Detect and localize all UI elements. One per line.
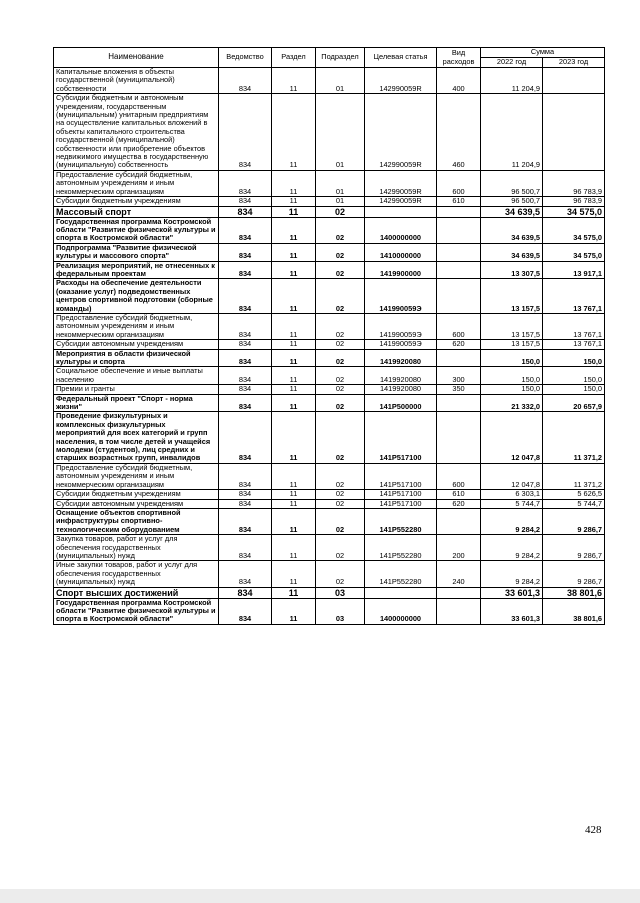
cell-sum-2023: 150,0 xyxy=(543,367,605,385)
cell-subsection: 02 xyxy=(316,508,365,534)
cell-kind xyxy=(437,598,481,624)
cell-name: Иные закупки товаров, работ и услуг для обеспечения государственных (муниципальных) нужд xyxy=(54,561,219,587)
cell-dept: 834 xyxy=(219,170,272,196)
cell-kind: 610 xyxy=(437,197,481,206)
cell-sum-2022: 9 284,2 xyxy=(481,535,543,561)
cell-section: 11 xyxy=(272,197,316,206)
cell-sum-2023: 96 783,9 xyxy=(543,170,605,196)
cell-name: Премии и гранты xyxy=(54,385,219,394)
table-row xyxy=(54,349,605,367)
cell-subsection: 02 xyxy=(316,535,365,561)
cell-name: Федеральный проект "Спорт - норма жизни" xyxy=(54,394,219,412)
cell-sum-2023: 34 575,0 xyxy=(543,217,605,243)
table-row xyxy=(54,279,605,314)
cell-sum-2023: 13 767,1 xyxy=(543,279,605,314)
cell-subsection: 01 xyxy=(316,197,365,206)
cell-dept: 834 xyxy=(219,313,272,339)
cell-sum-2022: 34 639,5 xyxy=(481,217,543,243)
cell-kind xyxy=(437,217,481,243)
header-section: Раздел xyxy=(272,48,316,68)
cell-name: Капитальные вложения в объекты государственной (муниципальной) собственности xyxy=(54,68,219,94)
cell-dept: 834 xyxy=(219,94,272,171)
cell-sum-2022: 9 284,2 xyxy=(481,508,543,534)
bottom-scan-strip xyxy=(0,889,640,903)
cell-kind xyxy=(437,508,481,534)
table-body xyxy=(54,68,605,625)
cell-dept: 834 xyxy=(219,587,272,598)
cell-sum-2022: 96 500,7 xyxy=(481,197,543,206)
cell-target: 141990059Э xyxy=(365,279,437,314)
cell-name: Субсидии бюджетным учреждениям xyxy=(54,490,219,499)
cell-subsection: 01 xyxy=(316,170,365,196)
cell-dept: 834 xyxy=(219,598,272,624)
cell-dept: 834 xyxy=(219,279,272,314)
cell-subsection: 02 xyxy=(316,394,365,412)
cell-subsection: 02 xyxy=(316,313,365,339)
cell-name: Спорт высших достижений xyxy=(54,587,219,598)
cell-sum-2022: 12 047,8 xyxy=(481,412,543,463)
cell-kind: 300 xyxy=(437,367,481,385)
cell-target: 1419920080 xyxy=(365,385,437,394)
cell-section: 11 xyxy=(272,385,316,394)
cell-section: 11 xyxy=(272,243,316,261)
cell-name: Реализация мероприятий, не отнесенных к федеральным проектам xyxy=(54,261,219,279)
cell-sum-2022: 6 303,1 xyxy=(481,490,543,499)
cell-sum-2022: 150,0 xyxy=(481,349,543,367)
cell-name: Закупка товаров, работ и услуг для обеспечения государственных (муниципальных) нужд xyxy=(54,535,219,561)
cell-subsection: 02 xyxy=(316,561,365,587)
cell-sum-2022: 33 601,3 xyxy=(481,598,543,624)
cell-sum-2023: 13 767,1 xyxy=(543,340,605,349)
cell-target: 141990059Э xyxy=(365,313,437,339)
cell-sum-2023: 38 801,6 xyxy=(543,598,605,624)
header-year-2023: 2023 год xyxy=(543,58,605,68)
cell-sum-2022: 33 601,3 xyxy=(481,587,543,598)
table-row xyxy=(54,598,605,624)
cell-sum-2022: 21 332,0 xyxy=(481,394,543,412)
cell-subsection: 02 xyxy=(316,340,365,349)
table-row xyxy=(54,340,605,349)
cell-section: 11 xyxy=(272,68,316,94)
cell-name: Государственная программа Костромской области "Развитие физической культуры и спорта в Костромской области" xyxy=(54,217,219,243)
cell-kind xyxy=(437,394,481,412)
cell-target: 141P500000 xyxy=(365,394,437,412)
table-row xyxy=(54,313,605,339)
cell-dept: 834 xyxy=(219,349,272,367)
cell-section: 11 xyxy=(272,170,316,196)
cell-dept: 834 xyxy=(219,394,272,412)
cell-kind xyxy=(437,587,481,598)
cell-subsection: 02 xyxy=(316,385,365,394)
cell-section: 11 xyxy=(272,490,316,499)
cell-sum-2022: 13 157,5 xyxy=(481,313,543,339)
cell-dept: 834 xyxy=(219,261,272,279)
cell-section: 11 xyxy=(272,94,316,171)
cell-sum-2023 xyxy=(543,68,605,94)
document-page xyxy=(53,47,604,625)
cell-subsection: 02 xyxy=(316,490,365,499)
cell-dept: 834 xyxy=(219,367,272,385)
header-year-2022: 2022 год xyxy=(481,58,543,68)
cell-sum-2023: 20 657,9 xyxy=(543,394,605,412)
cell-kind xyxy=(437,412,481,463)
cell-subsection: 02 xyxy=(316,367,365,385)
cell-sum-2022: 11 204,9 xyxy=(481,94,543,171)
cell-dept: 834 xyxy=(219,243,272,261)
header-kind: Вид расходов xyxy=(437,48,481,68)
cell-target: 141P517100 xyxy=(365,499,437,508)
cell-subsection: 02 xyxy=(316,499,365,508)
cell-kind: 610 xyxy=(437,490,481,499)
table-row xyxy=(54,94,605,171)
cell-sum-2023: 5 744,7 xyxy=(543,499,605,508)
cell-sum-2022: 5 744,7 xyxy=(481,499,543,508)
cell-section: 11 xyxy=(272,367,316,385)
cell-section: 11 xyxy=(272,587,316,598)
cell-target: 1419920080 xyxy=(365,367,437,385)
cell-target: 141P552280 xyxy=(365,561,437,587)
cell-target: 1419900000 xyxy=(365,261,437,279)
table-row xyxy=(54,463,605,489)
cell-subsection: 02 xyxy=(316,349,365,367)
header-subsection: Подраздел xyxy=(316,48,365,68)
header-sum: Сумма xyxy=(481,48,605,58)
cell-sum-2023: 150,0 xyxy=(543,385,605,394)
table-row xyxy=(54,68,605,94)
cell-sum-2023: 9 286,7 xyxy=(543,508,605,534)
cell-name: Социальное обеспечение и иные выплаты населению xyxy=(54,367,219,385)
cell-name: Подпрограмма "Развитие физической культуры и массового спорта" xyxy=(54,243,219,261)
cell-sum-2022: 150,0 xyxy=(481,385,543,394)
cell-sum-2023: 34 575,0 xyxy=(543,206,605,217)
cell-sum-2022: 11 204,9 xyxy=(481,68,543,94)
cell-sum-2022: 13 307,5 xyxy=(481,261,543,279)
cell-subsection: 01 xyxy=(316,94,365,171)
cell-subsection: 02 xyxy=(316,217,365,243)
cell-dept: 834 xyxy=(219,385,272,394)
cell-target: 142990059R xyxy=(365,197,437,206)
cell-section: 11 xyxy=(272,535,316,561)
cell-dept: 834 xyxy=(219,217,272,243)
cell-sum-2023: 9 286,7 xyxy=(543,535,605,561)
cell-target: 1400000000 xyxy=(365,217,437,243)
cell-section: 11 xyxy=(272,508,316,534)
cell-target: 141P552280 xyxy=(365,535,437,561)
cell-kind: 600 xyxy=(437,313,481,339)
cell-section: 11 xyxy=(272,313,316,339)
cell-sum-2022: 12 047,8 xyxy=(481,463,543,489)
cell-name: Мероприятия в области физической культуры и спорта xyxy=(54,349,219,367)
cell-target: 141P552280 xyxy=(365,508,437,534)
cell-name: Проведение физкультурных и комплексных физкультурных мероприятий для всех категорий и групп населения, в том числе детей и учащейся молодежи (студентов), лиц средних и старших возрастных групп, инвалидов xyxy=(54,412,219,463)
cell-dept: 834 xyxy=(219,412,272,463)
cell-dept: 834 xyxy=(219,197,272,206)
cell-subsection: 03 xyxy=(316,587,365,598)
cell-section: 11 xyxy=(272,598,316,624)
table-row xyxy=(54,412,605,463)
cell-sum-2022: 34 639,5 xyxy=(481,243,543,261)
cell-dept: 834 xyxy=(219,561,272,587)
cell-target: 142990059R xyxy=(365,94,437,171)
cell-name: Оснащение объектов спортивной инфраструктуры спортивно-технологическим оборудованием xyxy=(54,508,219,534)
cell-dept: 834 xyxy=(219,499,272,508)
cell-subsection: 02 xyxy=(316,279,365,314)
cell-name: Субсидии бюджетным и автономным учреждениям, государственным (муниципальным) унитарным предприятиям на осуществление капитальных вложений в объекты капитального строительства государственной (муниципальной) собственности или приобретение объектов недвижимого имущества в государственную (муниципальную) собственность xyxy=(54,94,219,171)
cell-sum-2022: 9 284,2 xyxy=(481,561,543,587)
cell-section: 11 xyxy=(272,561,316,587)
cell-kind xyxy=(437,261,481,279)
cell-kind xyxy=(437,243,481,261)
cell-sum-2023: 11 371,2 xyxy=(543,412,605,463)
cell-section: 11 xyxy=(272,412,316,463)
budget-table xyxy=(53,47,605,625)
cell-sum-2022: 96 500,7 xyxy=(481,170,543,196)
cell-sum-2023: 5 626,5 xyxy=(543,490,605,499)
cell-kind xyxy=(437,206,481,217)
cell-dept: 834 xyxy=(219,463,272,489)
cell-name: Субсидии автономным учреждениям xyxy=(54,499,219,508)
cell-section: 11 xyxy=(272,279,316,314)
cell-kind: 200 xyxy=(437,535,481,561)
cell-target: 141P517100 xyxy=(365,412,437,463)
table-row xyxy=(54,561,605,587)
cell-section: 11 xyxy=(272,217,316,243)
cell-name: Субсидии бюджетным учреждениям xyxy=(54,197,219,206)
cell-target xyxy=(365,587,437,598)
table-row xyxy=(54,197,605,206)
cell-target: 142990059R xyxy=(365,68,437,94)
cell-sum-2022: 13 157,5 xyxy=(481,340,543,349)
cell-target: 141P517100 xyxy=(365,463,437,489)
cell-dept: 834 xyxy=(219,490,272,499)
table-row xyxy=(54,217,605,243)
table-row xyxy=(54,261,605,279)
cell-section: 11 xyxy=(272,340,316,349)
cell-target: 141990059Э xyxy=(365,340,437,349)
cell-name: Предоставление субсидий бюджетным, автономным учреждениям и иным некоммерческим организациям xyxy=(54,463,219,489)
cell-subsection: 01 xyxy=(316,68,365,94)
cell-sum-2023: 9 286,7 xyxy=(543,561,605,587)
cell-name: Предоставление субсидий бюджетным, автономным учреждениям и иным некоммерческим организациям xyxy=(54,170,219,196)
table-row xyxy=(54,243,605,261)
cell-target: 1419920080 xyxy=(365,349,437,367)
cell-section: 11 xyxy=(272,261,316,279)
cell-name: Предоставление субсидий бюджетным, автономным учреждениям и иным некоммерческим организациям xyxy=(54,313,219,339)
cell-name: Массовый спорт xyxy=(54,206,219,217)
cell-sum-2023: 11 371,2 xyxy=(543,463,605,489)
cell-target: 1400000000 xyxy=(365,598,437,624)
cell-dept: 834 xyxy=(219,206,272,217)
cell-name: Расходы на обеспечение деятельности (оказание услуг) подведомственных центров спортивной подготовки (сборные команды) xyxy=(54,279,219,314)
table-row xyxy=(54,490,605,499)
cell-kind: 620 xyxy=(437,340,481,349)
cell-section: 11 xyxy=(272,499,316,508)
cell-kind: 600 xyxy=(437,170,481,196)
cell-kind: 350 xyxy=(437,385,481,394)
header-name: Наименование xyxy=(54,48,219,68)
cell-sum-2022: 13 157,5 xyxy=(481,279,543,314)
cell-dept: 834 xyxy=(219,340,272,349)
cell-name: Субсидии автономным учреждениям xyxy=(54,340,219,349)
cell-section: 11 xyxy=(272,206,316,217)
cell-sum-2023: 96 783,9 xyxy=(543,197,605,206)
header-target: Целевая статья xyxy=(365,48,437,68)
page-number: 428 xyxy=(585,824,602,836)
cell-dept: 834 xyxy=(219,535,272,561)
cell-kind: 600 xyxy=(437,463,481,489)
cell-dept: 834 xyxy=(219,508,272,534)
cell-target xyxy=(365,206,437,217)
table-row xyxy=(54,367,605,385)
cell-kind: 400 xyxy=(437,68,481,94)
cell-name: Государственная программа Костромской области "Развитие физической культуры и спорта в Костромской области" xyxy=(54,598,219,624)
cell-sum-2023: 34 575,0 xyxy=(543,243,605,261)
cell-kind xyxy=(437,279,481,314)
header-dept: Ведомство xyxy=(219,48,272,68)
cell-subsection: 02 xyxy=(316,261,365,279)
cell-kind xyxy=(437,349,481,367)
table-row xyxy=(54,587,605,598)
cell-section: 11 xyxy=(272,349,316,367)
cell-sum-2023: 150,0 xyxy=(543,349,605,367)
table-row xyxy=(54,499,605,508)
cell-sum-2022: 34 639,5 xyxy=(481,206,543,217)
cell-sum-2023: 38 801,6 xyxy=(543,587,605,598)
table-row xyxy=(54,508,605,534)
cell-target: 141P517100 xyxy=(365,490,437,499)
cell-subsection: 03 xyxy=(316,598,365,624)
cell-kind: 240 xyxy=(437,561,481,587)
table-row xyxy=(54,535,605,561)
cell-subsection: 02 xyxy=(316,412,365,463)
cell-kind: 620 xyxy=(437,499,481,508)
cell-section: 11 xyxy=(272,394,316,412)
cell-sum-2023: 13 917,1 xyxy=(543,261,605,279)
table-row xyxy=(54,170,605,196)
table-row xyxy=(54,385,605,394)
cell-sum-2022: 150,0 xyxy=(481,367,543,385)
cell-subsection: 02 xyxy=(316,463,365,489)
table-row xyxy=(54,206,605,217)
cell-subsection: 02 xyxy=(316,243,365,261)
cell-sum-2023: 13 767,1 xyxy=(543,313,605,339)
cell-dept: 834 xyxy=(219,68,272,94)
cell-subsection: 02 xyxy=(316,206,365,217)
cell-sum-2023 xyxy=(543,94,605,171)
cell-target: 142990059R xyxy=(365,170,437,196)
cell-kind: 460 xyxy=(437,94,481,171)
table-row xyxy=(54,394,605,412)
cell-target: 1410000000 xyxy=(365,243,437,261)
cell-section: 11 xyxy=(272,463,316,489)
